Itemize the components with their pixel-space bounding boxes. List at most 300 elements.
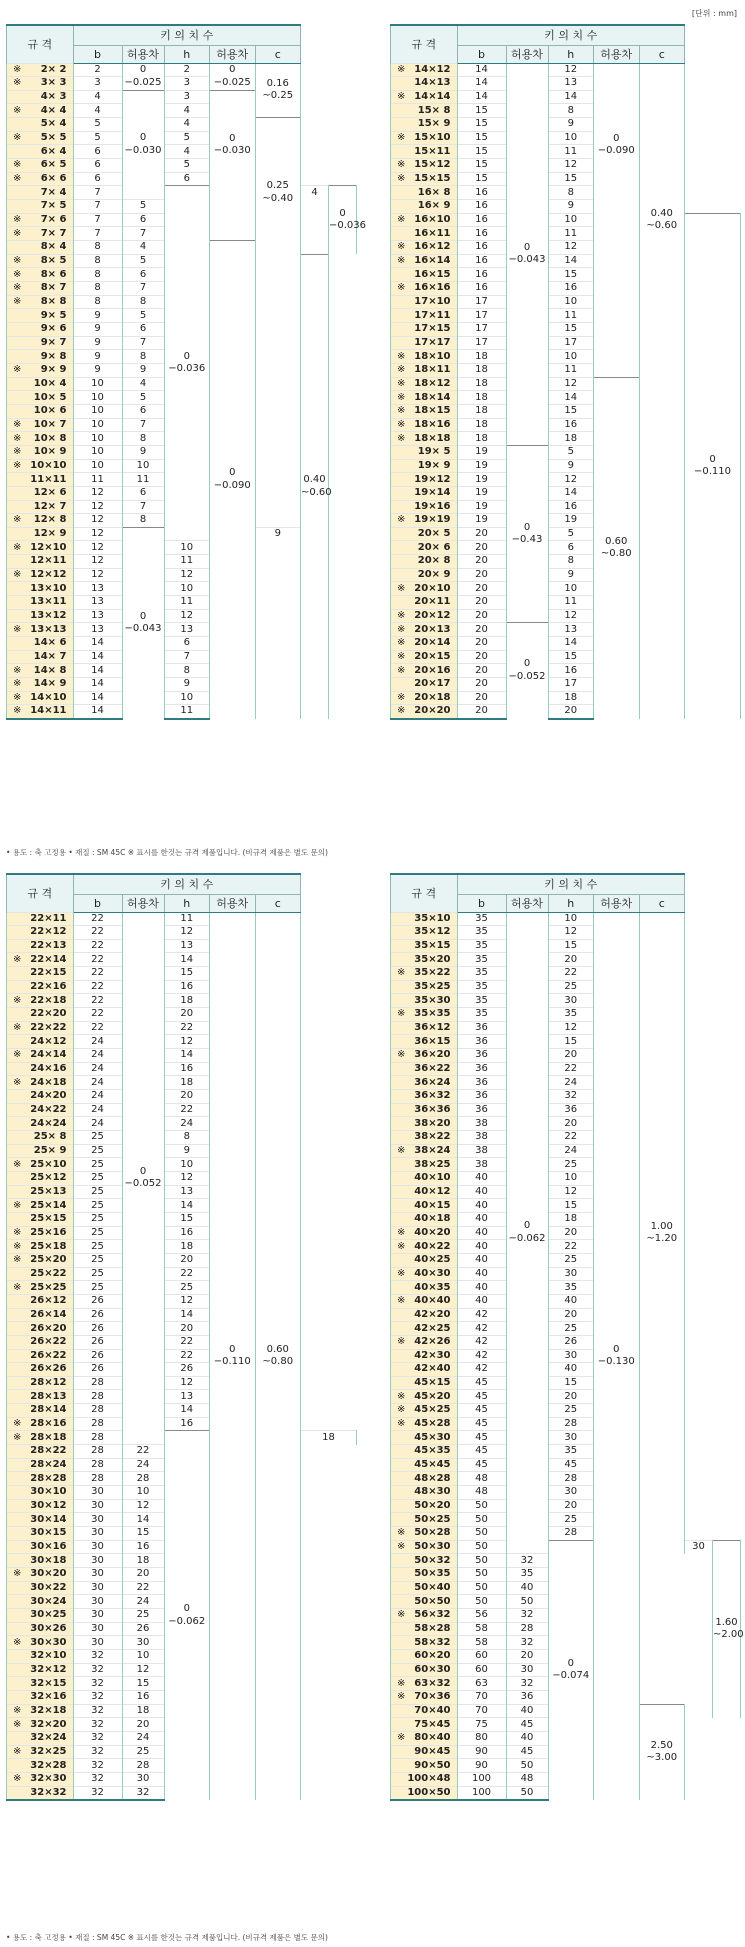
h-value: 9 [122,445,164,459]
header-spec: 규 격 [7,874,74,912]
spec-cell: 38×22 [391,1131,458,1145]
spec-cell: ※ 7× 7 [7,227,74,241]
key-table-4 [390,873,744,1801]
spec-cell: 5× 4 [7,118,74,132]
h-value: 15 [548,939,594,953]
b-value: 10 [73,404,122,418]
h-value: 5 [122,391,164,405]
h-value: 35 [548,1008,594,1022]
b-value: 32 [73,1731,122,1745]
h-value: 12 [548,377,594,391]
spec-cell: 24×24 [7,1117,74,1131]
table-row [7,172,357,186]
table-row [7,1090,357,1104]
table-row [7,145,357,159]
header-h: h [548,894,594,912]
h-value: 24 [122,1458,164,1472]
table-row [7,63,357,77]
spec-cell: ※ 12×10 [7,541,74,555]
h-value: 8 [548,555,594,569]
h-value: 25 [548,1253,594,1267]
h-value: 18 [164,994,210,1008]
h-value: 10 [164,582,210,596]
spec-cell: 50×32 [391,1554,458,1568]
h-value: 15 [548,1035,594,1049]
spec-cell: 35×25 [391,980,458,994]
b-value: 40 [457,1240,506,1254]
b-value: 42 [457,1349,506,1363]
spec-cell: 30×10 [7,1486,74,1500]
spec-cell: ※ 70×36 [391,1690,458,1704]
table-row [391,1240,741,1254]
h-value: 14 [548,90,594,104]
h-tolerance: 0 −0.030 [210,90,256,199]
spec-cell: 24×20 [7,1090,74,1104]
b-value: 17 [457,322,506,336]
b-value: 25 [73,1144,122,1158]
spec-cell: ※ 25×14 [7,1199,74,1213]
spec-cell: ※ 8× 6 [7,268,74,282]
h-value: 18 [164,1240,210,1254]
table-row [391,63,741,77]
b-value: 35 [457,1008,506,1022]
header-b: b [73,45,122,63]
header-c: c [639,45,685,63]
spec-cell: ※ 10× 7 [7,418,74,432]
h-value: 12 [122,1499,164,1513]
h-value: 50 [506,1786,548,1800]
h-tolerance: 0 −0.130 [594,912,640,1800]
spec-cell: ※ 10× 8 [7,432,74,446]
b-value: 30 [73,1540,122,1554]
header-spec: 규 격 [391,25,458,63]
spec-cell: 45×30 [391,1431,458,1445]
b-value: 26 [73,1322,122,1336]
h-value: 10 [164,541,210,555]
b-value: 30 [73,1486,122,1500]
h-value: 15 [548,322,594,336]
spec-cell: 22×15 [7,967,74,981]
b-value: 9 [73,350,122,364]
spec-cell: 36×32 [391,1090,458,1104]
spec-cell: ※ 6× 6 [7,172,74,186]
table-row [7,1322,357,1336]
h-value: 30 [548,1267,594,1281]
spec-cell: 20× 5 [391,527,458,541]
h-value: 30 [548,1349,594,1363]
h-value: 28 [548,1527,594,1541]
header-key-dimensions: 키 의 치 수 [73,874,301,894]
h-value: 6 [122,268,164,282]
spec-cell: 50×35 [391,1568,458,1582]
b-value: 35 [457,967,506,981]
b-value: 40 [457,1185,506,1199]
spec-table [6,873,357,1801]
header-h-tolerance: 허용차 [594,894,640,912]
b-value: 24 [73,1049,122,1063]
b-tolerance: 0 −0.052 [122,912,164,1445]
spec-cell: ※ 32×20 [7,1718,74,1732]
table-row [7,1404,357,1418]
header-b: b [73,894,122,912]
b-value: 10 [73,432,122,446]
b-value: 20 [457,705,506,719]
b-value: 35 [457,953,506,967]
h-value: 28 [506,1622,548,1636]
spec-cell: ※ 19×19 [391,514,458,528]
h-value: 14 [164,1049,210,1063]
h-value: 45 [548,1458,594,1472]
h-value: 10 [122,1486,164,1500]
table-row [391,1472,741,1486]
c-range: 0.25 ~0.40 [255,118,301,268]
h-value: 2 [164,63,210,77]
spec-cell: 36×22 [391,1062,458,1076]
spec-cell: 42×30 [391,1349,458,1363]
b-value: 26 [73,1294,122,1308]
h-value: 7 [122,500,164,514]
b-value: 20 [457,541,506,555]
b-value: 40 [457,1171,506,1185]
table-row [391,213,741,227]
table-row [391,1144,741,1158]
spec-cell: 32×28 [7,1759,74,1773]
spec-cell: ※ 50×28 [391,1527,458,1541]
table-row [7,912,357,926]
b-value: 5 [73,131,122,145]
spec-cell: ※ 25×16 [7,1226,74,1240]
h-value: 6 [548,541,594,555]
h-value: 45 [506,1718,548,1732]
h-value: 32 [506,1554,548,1568]
table-row [7,1008,357,1022]
h-value: 5 [164,159,210,173]
b-value: 19 [457,514,506,528]
h-value: 17 [548,336,594,350]
header-h-tolerance: 허용차 [210,45,256,63]
b-value: 20 [457,555,506,569]
table-row [7,1144,357,1158]
spec-cell: 16×11 [391,227,458,241]
table-row [7,939,357,953]
b-value: 9 [73,322,122,336]
h-value: 10 [548,582,594,596]
b-value: 32 [73,1663,122,1677]
c-range: 0.60 ~0.80 [594,377,640,718]
table-row [391,1417,741,1431]
spec-cell: 25×22 [7,1267,74,1281]
spec-cell: 24×16 [7,1062,74,1076]
spec-cell: ※ 16×16 [391,282,458,296]
b-value: 16 [457,282,506,296]
table-row [7,1349,357,1363]
h-value: 30 [548,1431,594,1445]
b-value: 10 [73,459,122,473]
h-value: 15 [122,1527,164,1541]
spec-cell: ※ 40×30 [391,1267,458,1281]
table-row [391,1486,741,1500]
h-value: 5 [122,254,164,268]
spec-cell: 30×24 [7,1595,74,1609]
b-value: 30 [73,1595,122,1609]
h-value: 7 [122,227,164,241]
table-row [391,1499,741,1513]
spec-cell: ※ 18×18 [391,432,458,446]
spec-cell: ※ 22×14 [7,953,74,967]
spec-cell: ※ 24×14 [7,1049,74,1063]
b-value: 35 [457,939,506,953]
b-value: 15 [457,104,506,118]
header-h: h [164,894,210,912]
b-value: 17 [457,336,506,350]
spec-cell: 17×10 [391,295,458,309]
spec-cell: ※ 18×16 [391,418,458,432]
h-value: 11 [548,596,594,610]
b-value: 100 [457,1786,506,1800]
table-row [7,1035,357,1049]
table-row [7,1267,357,1281]
spec-cell: 45×35 [391,1445,458,1459]
spec-cell: 7× 4 [7,186,74,200]
b-value: 6 [73,172,122,186]
b-tolerance: 0 −0.052 [506,623,548,719]
table-row [391,1008,741,1022]
spec-cell: 30×25 [7,1608,74,1622]
spec-cell: 35×20 [391,953,458,967]
b-value: 25 [73,1199,122,1213]
b-value: 50 [457,1568,506,1582]
h-value: 50 [506,1759,548,1773]
header-c: c [255,45,301,63]
table-row [7,131,357,145]
spec-cell: ※ 22×22 [7,1021,74,1035]
b-value: 70 [457,1690,506,1704]
h-value: 10 [548,295,594,309]
spec-cell: ※ 14×12 [391,63,458,77]
spec-cell: ※ 15×10 [391,131,458,145]
h-value: 10 [548,131,594,145]
b-value: 32 [73,1786,122,1800]
b-value: 30 [73,1568,122,1582]
h-value: 11 [548,363,594,377]
header-b-tolerance: 허용차 [122,45,164,63]
b-value: 22 [73,926,122,940]
b-value: 17 [457,295,506,309]
h-value: 20 [164,1008,210,1022]
b-value: 18 [457,350,506,364]
spec-cell: 36×15 [391,1035,458,1049]
spec-cell: ※ 30×20 [7,1568,74,1582]
h-value: 22 [548,1131,594,1145]
table-row [391,1049,741,1063]
b-value: 4 [73,90,122,104]
b-value: 25 [73,1281,122,1295]
h-value: 40 [506,1704,548,1718]
spec-cell: 14×13 [391,77,458,91]
spec-cell: 26×26 [7,1363,74,1377]
b-value: 50 [457,1499,506,1513]
table-row [7,980,357,994]
b-value: 18 [457,418,506,432]
h-value: 12 [548,926,594,940]
spec-cell: 28×13 [7,1390,74,1404]
table-row [7,1062,357,1076]
b-value: 24 [73,1076,122,1090]
b-value: 25 [73,1171,122,1185]
table-row [7,159,357,173]
h-value: 8 [548,104,594,118]
h-value: 14 [548,637,594,651]
spec-cell: 26×12 [7,1294,74,1308]
b-value: 18 [457,391,506,405]
h-value: 28 [122,1472,164,1486]
spec-cell: ※ 12×12 [7,568,74,582]
h-value: 32 [506,1677,548,1691]
table-row [7,1199,357,1213]
table-row [7,1212,357,1226]
spec-cell: ※ 18×15 [391,404,458,418]
h-value: 16 [122,1540,164,1554]
header-h: h [164,45,210,63]
h-value: 15 [548,404,594,418]
spec-cell: ※ 36×20 [391,1049,458,1063]
b-value: 25 [73,1240,122,1254]
spec-cell: 28×22 [7,1445,74,1459]
spec-cell: ※ 14×11 [7,705,74,719]
spec-cell: 28×24 [7,1458,74,1472]
b-value: 28 [73,1376,122,1390]
h-value: 22 [548,967,594,981]
spec-cell: ※ 14× 8 [7,664,74,678]
h-value: 5 [122,200,164,214]
b-value: 26 [73,1363,122,1377]
b-value: 8 [73,268,122,282]
b-value: 16 [457,254,506,268]
h-value: 11 [122,473,164,487]
table-row [7,1240,357,1254]
h-value: 24 [548,1144,594,1158]
spec-cell: 32×24 [7,1731,74,1745]
spec-cell: 35×12 [391,926,458,940]
b-value: 12 [73,568,122,582]
spec-cell: ※ 25×18 [7,1240,74,1254]
h-value: 15 [164,1212,210,1226]
b-value: 14 [73,650,122,664]
header-b-tolerance: 허용차 [506,45,548,63]
h-value: 9 [548,118,594,132]
header-h: h [548,45,594,63]
table-row [7,1117,357,1131]
spec-cell: 75×45 [391,1718,458,1732]
h-value: 12 [164,568,210,582]
spec-cell: 45×45 [391,1458,458,1472]
b-value: 25 [73,1158,122,1172]
b-value: 35 [457,912,506,926]
h-value: 14 [164,1199,210,1213]
table-row [7,1431,357,1445]
b-value: 7 [73,186,122,200]
table-row [7,994,357,1008]
h-value: 20 [548,1117,594,1131]
table-row [391,939,741,953]
b-value: 63 [457,1677,506,1691]
spec-cell: ※ 6× 5 [7,159,74,173]
h-value: 15 [164,967,210,981]
table-row [391,1212,741,1226]
h-value: 45 [506,1745,548,1759]
h-value: 13 [164,1185,210,1199]
h-value: 40 [506,1581,548,1595]
table-row [391,1253,741,1267]
spec-cell: 19× 9 [391,459,458,473]
b-value: 26 [73,1349,122,1363]
b-value: 6 [73,159,122,173]
b-value: 16 [457,241,506,255]
spec-cell: 36×24 [391,1076,458,1090]
h-value: 18 [548,432,594,446]
b-value: 50 [457,1513,506,1527]
spec-cell: 13×10 [7,582,74,596]
b-value: 13 [73,582,122,596]
h-value: 22 [122,1581,164,1595]
h-value: 20 [164,1253,210,1267]
h-value: 20 [548,953,594,967]
table-row [391,1021,741,1035]
spec-cell: 12× 7 [7,500,74,514]
h-value: 16 [548,282,594,296]
spec-cell: 15× 9 [391,118,458,132]
b-value: 19 [457,473,506,487]
header-h-tolerance: 허용차 [210,894,256,912]
b-value: 32 [73,1704,122,1718]
table-row [391,1294,741,1308]
spec-cell: ※ 45×28 [391,1417,458,1431]
h-value: 11 [164,705,210,719]
h-value: 15 [548,268,594,282]
h-value: 11 [164,912,210,926]
spec-cell: 36×12 [391,1021,458,1035]
h-value: 20 [548,705,594,719]
h-value: 48 [506,1772,548,1786]
spec-cell: ※ 3× 3 [7,77,74,91]
b-value: 100 [457,1772,506,1786]
b-value: 50 [457,1540,506,1554]
b-value: 20 [457,650,506,664]
b-value: 20 [457,664,506,678]
b-value: 14 [73,664,122,678]
b-value: 12 [73,555,122,569]
spec-cell: ※ 20×20 [391,705,458,719]
spec-cell: 42×40 [391,1363,458,1377]
b-value: 12 [73,514,122,528]
b-value: 40 [457,1199,506,1213]
spec-table [390,24,741,720]
key-table-2 [390,24,741,720]
b-value: 20 [457,637,506,651]
h-value: 11 [548,145,594,159]
spec-table [390,873,744,1801]
b-value: 40 [457,1212,506,1226]
b-value: 22 [73,980,122,994]
key-table-1 [6,24,367,720]
table-row [391,1158,741,1172]
h-value: 5 [164,131,210,145]
spec-cell: ※ 45×25 [391,1404,458,1418]
h-value: 14 [548,486,594,500]
b-tolerance: 0 −0.074 [548,1540,594,1799]
h-value: 4 [122,377,164,391]
b-value: 36 [457,1090,506,1104]
